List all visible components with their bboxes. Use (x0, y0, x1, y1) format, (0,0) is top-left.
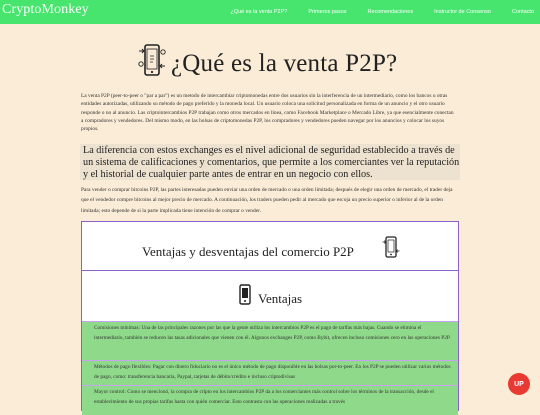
list-item: Métodos de pago flexibles: Pagar con dinero fiduciario no es el único método de pago disponible en las bolsas por-to-peer. En los P2P se pueden utilizar varios métodos de pago, como: transferencia bancaria, Paypal, tarjetas de débito/crédito e incluso criptodivisas (82, 360, 458, 385)
list-item: Comisiones mínimas: Una de las principales razones por las que la gente utiliza los intercambios P2P es el pago de tarifas más bajas. Cuando se elimina el intermediario, también se reducen las tasas adicionales que vienen con él. Algunos exchanges P2P, como Bybit, ofrecen incluso comisiones cero en las operaciones P2P. (82, 321, 458, 360)
brand-logo[interactable]: CryptoMonkey (2, 2, 89, 17)
intro-paragraph: La venta P2P (peer-to-peer o "par a par") es un metodo de intercambiar criptomonedas entre dos usuarios sin la interferencia de un intermediario, como los bancos u otras entidades autorizadas, utilizando su método de pago preferido y la moneda local. Un usuario coloca una solicitud personalizada en forma de un anuncio y el otro usuario responde o no al anuncio. Las criptointercambios P2P trabajan como otros mercados en línea, como Facebook Marketplace o Mercado Libre, ya que esencialmente conectan a compradores y vendedores. Del mismo modo, en las bolsas de criptomonedas P2P, los compradores y vendedores pueden navegar por los anuncios y colocar los suyos propios. (81, 93, 454, 133)
highlight-callout: La diferencia con estos exchanges es el nivel adicional de seguridad establecido a través de un sistema de calificaciones y comentarios, que permite a los comerciantes ver la reputación y el historial de cualquier parte antes de entrar en un negocio con ellos. (80, 144, 460, 180)
pros-title: Ventajas (258, 291, 303, 306)
mobile-phone-icon (239, 284, 251, 305)
nav-link-instructor[interactable]: Instructor de Consenso (434, 9, 491, 15)
top-navbar (0, 0, 540, 24)
nav-link-contacto[interactable]: Contacto (511, 9, 534, 15)
page-title: ¿Qué es la venta P2P? (171, 50, 398, 77)
table-title: Ventajas y desventajas del comercio P2P (142, 244, 354, 259)
nav-link-primeros-pasos[interactable]: Primeros pasos (308, 9, 347, 15)
phone-transfer-icon (382, 235, 400, 259)
main-nav (209, 0, 540, 24)
scroll-to-top-button[interactable]: UP (508, 373, 530, 395)
table-header (82, 222, 458, 271)
pros-cons-table (81, 221, 459, 411)
list-item: Mayor control: Como se mencionó, la compra de cripto en los intercambios P2P da a los comerciantes más control sobre los términos de la transacción, desde el establecimiento de sus propias tarifas hasta con quién comerciar. Esto contrasta con las operaciones realizadas a través (82, 385, 458, 415)
nav-link-recomendaciones[interactable]: Recomendaciones (367, 9, 414, 15)
pros-header (82, 271, 458, 321)
order-types-paragraph: Para vender o comprar bitcoins P2P, las partes interesadas pueden enviar una orden de mercado o una orden limitada; después de elegir una orden de mercado, el trader deja que el vendedor compre bitcoins al mejor precio de mercado. A continuación, los traders pueden pedir al mercado que escoja un precio superior o inferior al de la orden limitada; esto depende de si la parte implicada tiene intención de comprar o vender. (81, 187, 453, 214)
nav-link-que-es[interactable]: ¿Qué es la venta P2P? (230, 9, 288, 15)
smartphone-exchange-icon (138, 42, 166, 78)
